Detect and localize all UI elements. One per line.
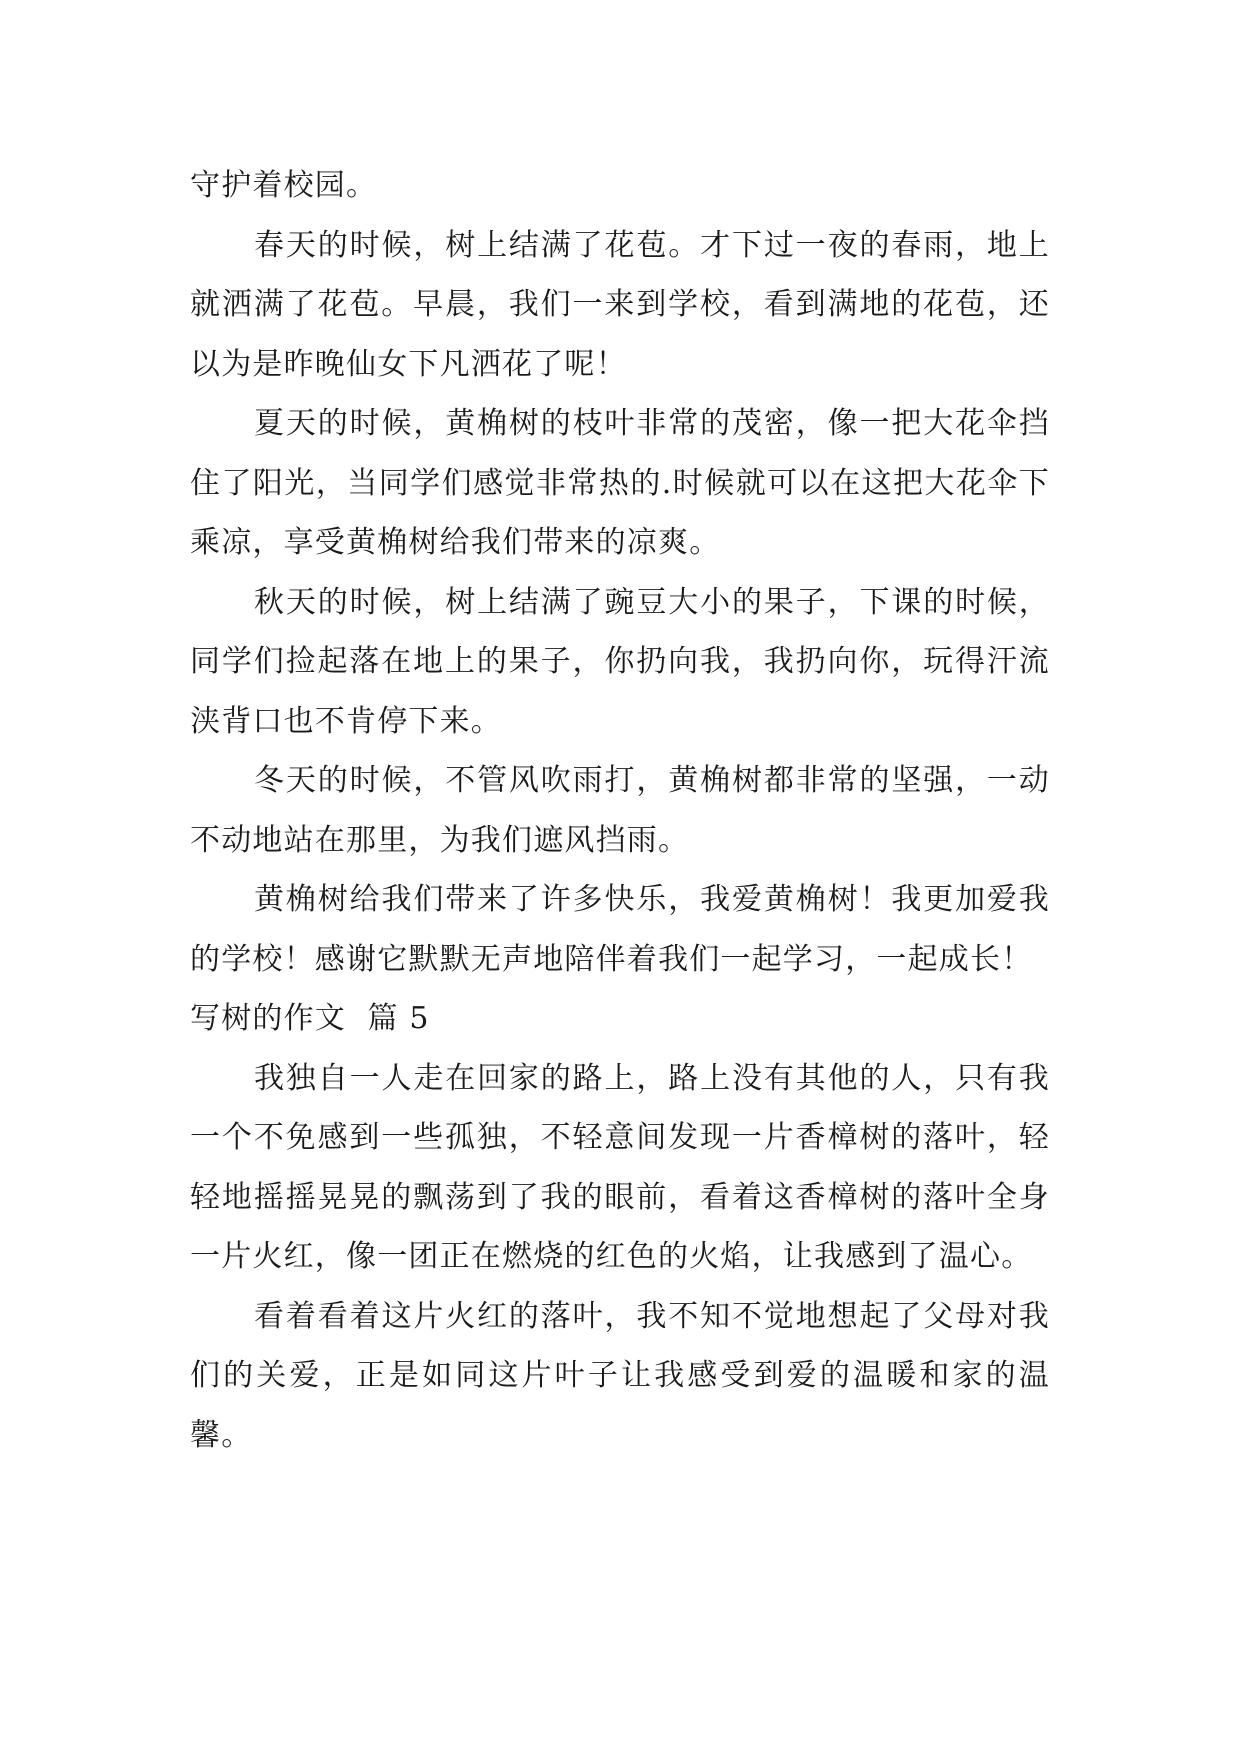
paragraph-walk-home: 我独自一人走在回家的路上，路上没有其他的人，只有我一个不免感到一些孤独，不轻意间发现一片香樟树的落叶，轻轻地摇摇晃晃的飘荡到了我的眼前，看着这香樟树的落叶全身一片火红，像一团正在燃烧的红色的火焰，让我感到了温心。 xyxy=(190,1060,1050,1274)
paragraph-autumn: 秋天的时候，树上结满了豌豆大小的果子，下课的时候，同学们捡起落在地上的果子，你扔向我，我扔向你，玩得汗流浃背口也不肯停下来。 xyxy=(190,584,1050,739)
document-body xyxy=(190,156,1050,1465)
section-heading: 写树的作文 篇 5 xyxy=(190,1001,430,1036)
paragraph-conclusion: 黄桷树给我们带来了许多快乐，我爱黄桷树！我更加爱我的学校！感谢它默默无声地陪伴着我们一起学习，一起成长！ xyxy=(190,882,1050,977)
paragraph-winter: 冬天的时候，不管风吹雨打，黄桷树都非常的坚强，一动不动地站在那里，为我们遮风挡雨。 xyxy=(190,763,1050,858)
paragraph-continuation: 守护着校园。 xyxy=(190,168,378,203)
paragraph-spring: 春天的时候，树上结满了花苞。才下过一夜的春雨，地上就洒满了花苞。早晨，我们一来到学校，看到满地的花苞，还以为是昨晚仙女下凡洒花了呢！ xyxy=(190,227,1050,382)
paragraph-summer: 夏天的时候，黄桷树的枝叶非常的茂密，像一把大花伞挡住了阳光，当同学们感觉非常热的.时候就可以在这把大花伞下乘凉，享受黄桷树给我们带来的凉爽。 xyxy=(190,406,1050,560)
paragraph-parents-love: 看着看着这片火红的落叶，我不知不觉地想起了父母对我们的关爱，正是如同这片叶子让我感受到爱的温暖和家的温馨。 xyxy=(190,1298,1050,1453)
